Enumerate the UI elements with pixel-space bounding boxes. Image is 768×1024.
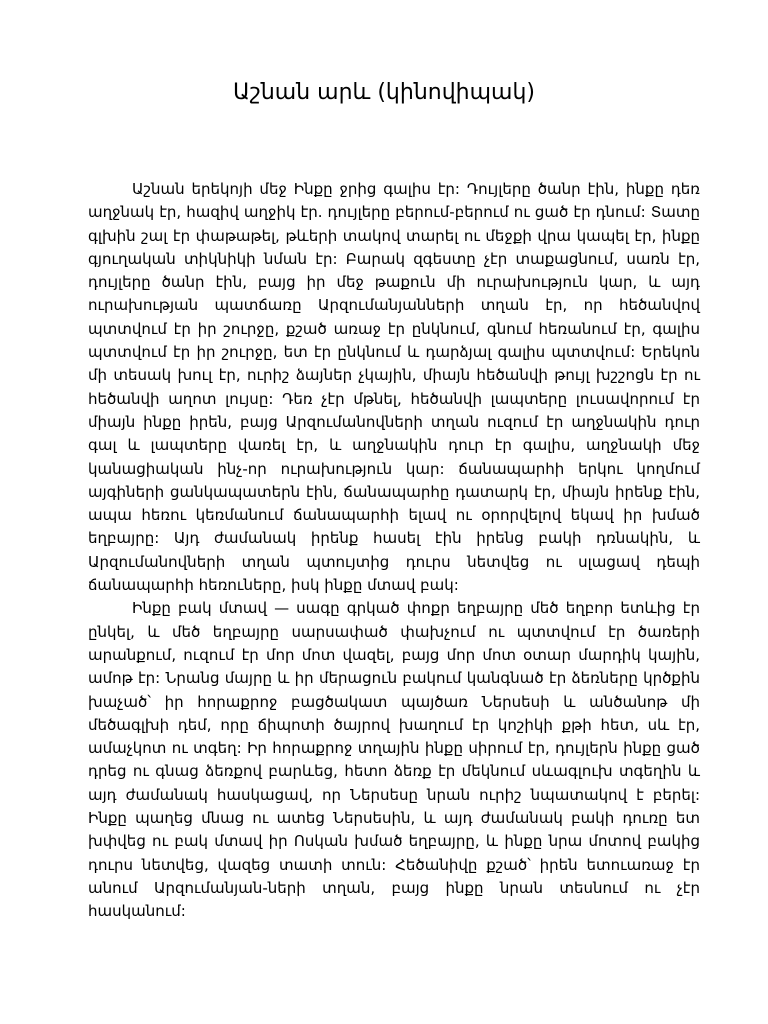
paragraph-2: Ինքը բակ մտավ — սագը գրկած փոքր եղբայրը մեծ եղբոր ետևից էր ընկել, և մեծ եղբայրը սարսափած փախչում ու պտտվում էր ծառերի արանքում, ուզում էր մոր մոտ վազել, բայց մոր մոտ օտար մարդիկ կային, ամոթ էր: Նրանց մայրը և իր մերացուն բակում կանգնած էր ձեռները կրծքին խաչած՝ իր հորաքրոջ բացծակատ պայծառ Ներսեսի և անծանոթ մի մեծագլխի դեմ, որը ճիպոտի ծայրով խաղում էր կոշիկի քթի հետ, սև էր, ամաչկոտ ու տգեղ: Իր հորաքրոջ տղային ինքը սիրում էր, դույլերն ինքը ցած դրեց ու գնաց ձեռքով բարևեց, հետո ձեռք էր մեկնում սևագլուխ տգեղին և այդ ժամանակ հասկացավ, որ Ներսեսը նրան ուրիշ նպատակով է բերել: Ինքը պաղեց մնաց ու ատեց Ներսեսին, և այդ ժամանակ բակի դուռը ետ խփվեց ու բակ մտավ իր Ոսկան խմած եղբայրը, և ինքը նրա մոտով բակից դուրս նետվեց, վազեց տատի տուն: Հեծանիվը քշած՝ իրեն ետուառաջ էր անում Արզումանյան-ների տղան, բայց ինքը նրան տեսնում ու չէր հասկանում: bbox=[88, 599, 700, 921]
document-title: Աշնան արև (կինովիպակ) bbox=[233, 80, 535, 105]
document-body bbox=[88, 178, 700, 924]
paragraph-1: Աշնան երեկոյի մեջ Ինքը ջրից գալիս էր: Դույլերը ծանր էին, ինքը դեռ աղջնակ էր, հազիվ աղջիկ էր. դույլերը բերում-բերում ու ցած էր դնում: Տատը գլխին շալ էր փաթաթել, թևերի տակով տարել ու մեջքի վրա կապել էր, ինքը գյուղական տիկնիկի նման էր: Բարակ զգեստը չէր տաքացնում, սառն էր, դույլերը ծանր էին, բայց իր մեջ թաքուն մի ուրախություն կար, և այդ ուրախության պատճառը Արզումանյանների տղան էր, որ հեծանվով պտտվում էր իր շուրջը, քշած առաջ էր ընկնում, գնում հեռանում էր, գալիս պտտվում էր իր շուրջը, ետ էր ընկնում և դարձյալ գալիս պտտվում: Երեկոն մի տեսակ խուլ էր, ուրիշ ձայներ չկային, միայն հեծանվի թույլ խշշոցն էր ու հեծանվի աղոտ լույսը: Դեռ չէր մթնել, հեծանվի լապտերը լուսավորում էր միայն ինքը իրեն, բայց Արզումանովների տղան ուզում էր աղջնակին դուր գալ և լապտերը վառել էր, և աղջնակին դուր էր գալիս, աղջնակի մեջ կանացիական ինչ-որ ուրախություն կար: ճանապարհի երկու կողմում այգիների ցանկապատերն էին, ճանապարհը դատարկ էր, միայն իրենք էին, ապա հեռու կեռմանում ճանապարհի ելավ ու օրորվելով եկավ իր խմած եղբայրը: Այդ ժամանակ իրենք հասել էին իրենց բակի դռնակին, և Արզումանովների տղան պտույտից դուրս նետվեց ու սլացավ դեպի ճանապարհի հեռուները, իսկ ինքը մտավ բակ: bbox=[88, 180, 700, 595]
